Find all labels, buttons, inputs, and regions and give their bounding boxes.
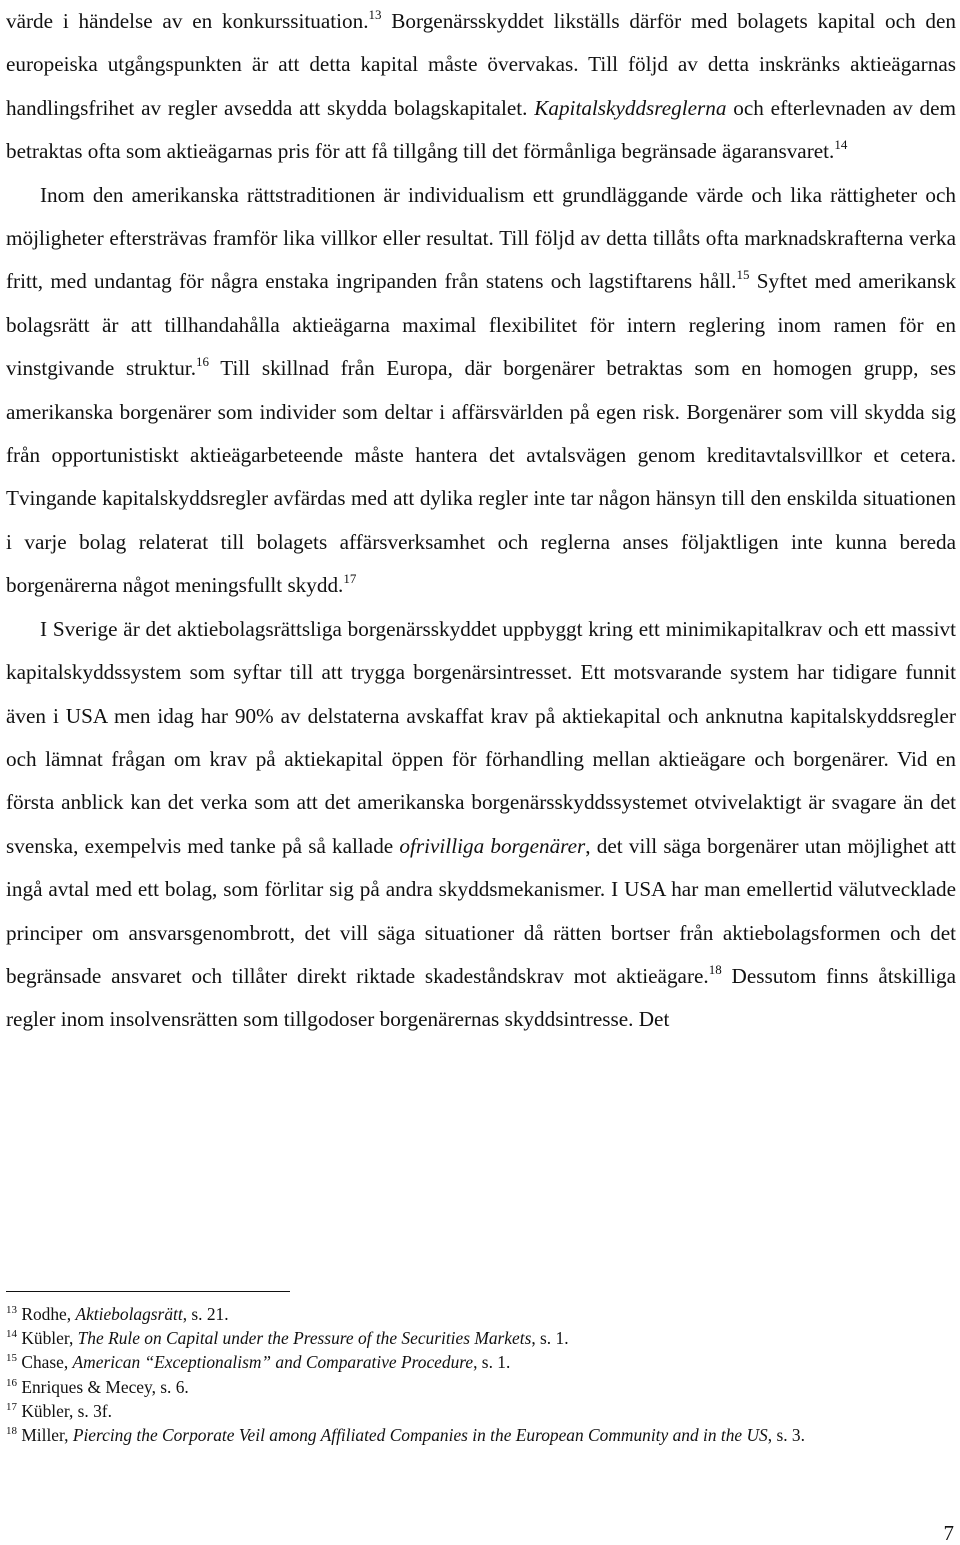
footnote-18: [6, 1423, 956, 1447]
footnote-number: 16: [6, 1376, 17, 1389]
paragraph-p2: [6, 174, 956, 608]
italic-text: Piercing the Corporate Veil among Affiliated Companies in the European Community and in the US: [72, 1425, 768, 1446]
text-run: Enriques & Mecey, s. 6.: [17, 1376, 189, 1397]
text-run: och efterlevnaden av dem betraktas ofta som aktieägarnas pris för att få tillgång till det förmånliga begränsade ägaransvaret.: [6, 95, 957, 164]
footnote-number: 14: [6, 1328, 17, 1341]
footnote-number: 13: [6, 1304, 17, 1316]
footnote-reference: 15: [736, 267, 750, 283]
footnote-number: 17: [6, 1400, 17, 1413]
footnote-15: [6, 1350, 956, 1374]
text-run: värde i händelse av en konkurssituation.: [6, 9, 369, 33]
footnote-number: 18: [6, 1425, 17, 1438]
text-run: I Sverige är det aktiebolagsrättsliga borgenärsskyddet uppbyggt kring ett minimikapitalkrav och ett massivt kapitalskyddssystem som syftar till att trygga borgenärsintresset. Ett motsvarande system har tidigare funnit även i USA men idag har 90% av delstaterna avskaffat krav på aktiekapital och anknutna kapitalskyddsregler och lämnat frågan om krav på aktiekapital öppen för förhandling mellan aktieägare och borgenärer. Vid en första anblick kan det verka som att det amerikanska borgenärsskyddssystemet otvivelaktigt är svagare än det svenska, exempelvis med tanke på så kallade: [6, 616, 956, 858]
text-run: , det vill säga borgenärer utan möjlighet att ingå avtal med ett bolag, som förlitar sig på andra skyddsmekanismer. I USA har man emellertid välutvecklade principer om ansvarsgenombrott, det vill säga situationer då rätten bortser från aktiebolagsformen och det begränsade ansvaret och tillåter direkt riktade skadeståndskrav mot aktieägare.: [6, 833, 956, 988]
footnote-reference: 18: [708, 961, 722, 977]
footnote-13: [6, 1302, 956, 1326]
text-run: , s. 1.: [473, 1352, 511, 1373]
italic-text: The Rule on Capital under the Pressure of the Securities Markets: [77, 1328, 532, 1349]
text-run: Syftet med amerikansk bolagsrätt är att tillhandahålla aktieägarna maximal flexibilitet för intern reglering inom ramen för en vinstgivande struktur.: [6, 269, 956, 381]
text-run: Miller,: [17, 1425, 73, 1446]
page-number: 7: [943, 1521, 954, 1545]
text-run: Till skillnad från Europa, där borgenärer betraktas som en homogen grupp, ses amerikanska borgenärer som individer som deltar i affärsvärlden på egen risk. Borgenärer som vill skydda sig från opportunistiskt aktieägarbeteende måste hantera det avtalsvägen genom kreditavtalsvillkor et cetera. Tvingande kapitalskyddsregler avfärdas med att dylika regler inte tar någon hänsyn till den enskilda situationen i varje bolag relaterat till bolagets affärsverksamhet och reglerna anses följaktligen inte kunna bereda borgenärerna något meningsfullt skydd.: [6, 356, 956, 598]
footnote-reference: 16: [196, 354, 209, 370]
footnote-number: 15: [6, 1352, 17, 1365]
text-run: Chase,: [17, 1352, 73, 1373]
text-run: , s. 21.: [182, 1304, 229, 1324]
italic-text: ofrivilliga borgenärer: [399, 833, 586, 858]
text-run: , s. 1.: [531, 1328, 569, 1349]
italic-text: American “Exceptionalism” and Comparative Procedure: [72, 1352, 474, 1373]
footnote-reference: 14: [834, 137, 848, 153]
text-run: Inom den amerikanska rättstraditionen är individualism ett grundläggande värde och lika rättigheter och möjligheter eftersträvas framför lika villkor eller resultat. Till följd av detta tillåts ofta marknadskrafterna verka fritt, med undantag för några enstaka ingripanden från statens och lagstiftarens håll.: [6, 182, 956, 294]
footnote-separator: [6, 1291, 290, 1292]
italic-text: Aktiebolagsrätt: [75, 1304, 183, 1324]
text-run: Kübler,: [17, 1328, 78, 1349]
footnote-16: [6, 1375, 956, 1399]
paragraph-p3: [6, 608, 956, 1042]
footnote-reference: 17: [343, 571, 357, 587]
document-page: [6, 0, 956, 1042]
paragraph-p1: [6, 0, 956, 174]
italic-text: Kapitalskyddsreglerna: [534, 95, 727, 120]
text-run: Dessutom finns åtskilliga regler inom insolvensrätten som tillgodoser borgenärernas skyddsintresse. Det: [6, 963, 956, 1032]
body-text: [6, 0, 956, 1042]
footnote-17: [6, 1399, 956, 1423]
text-run: Rodhe,: [17, 1304, 76, 1324]
text-run: Kübler, s. 3f.: [17, 1400, 112, 1421]
text-run: Borgenärsskyddet likställs därför med bolagets kapital och den europeiska utgångspunkten är att detta kapital måste övervakas. Till följd av detta inskränks aktieägarnas handlingsfrihet av regler avsedda att skydda bolagskapitalet.: [6, 9, 956, 120]
footnotes: [6, 1302, 956, 1447]
footnote-reference: 13: [368, 7, 382, 22]
text-run: , s. 3.: [767, 1425, 805, 1446]
footnote-14: [6, 1326, 956, 1350]
